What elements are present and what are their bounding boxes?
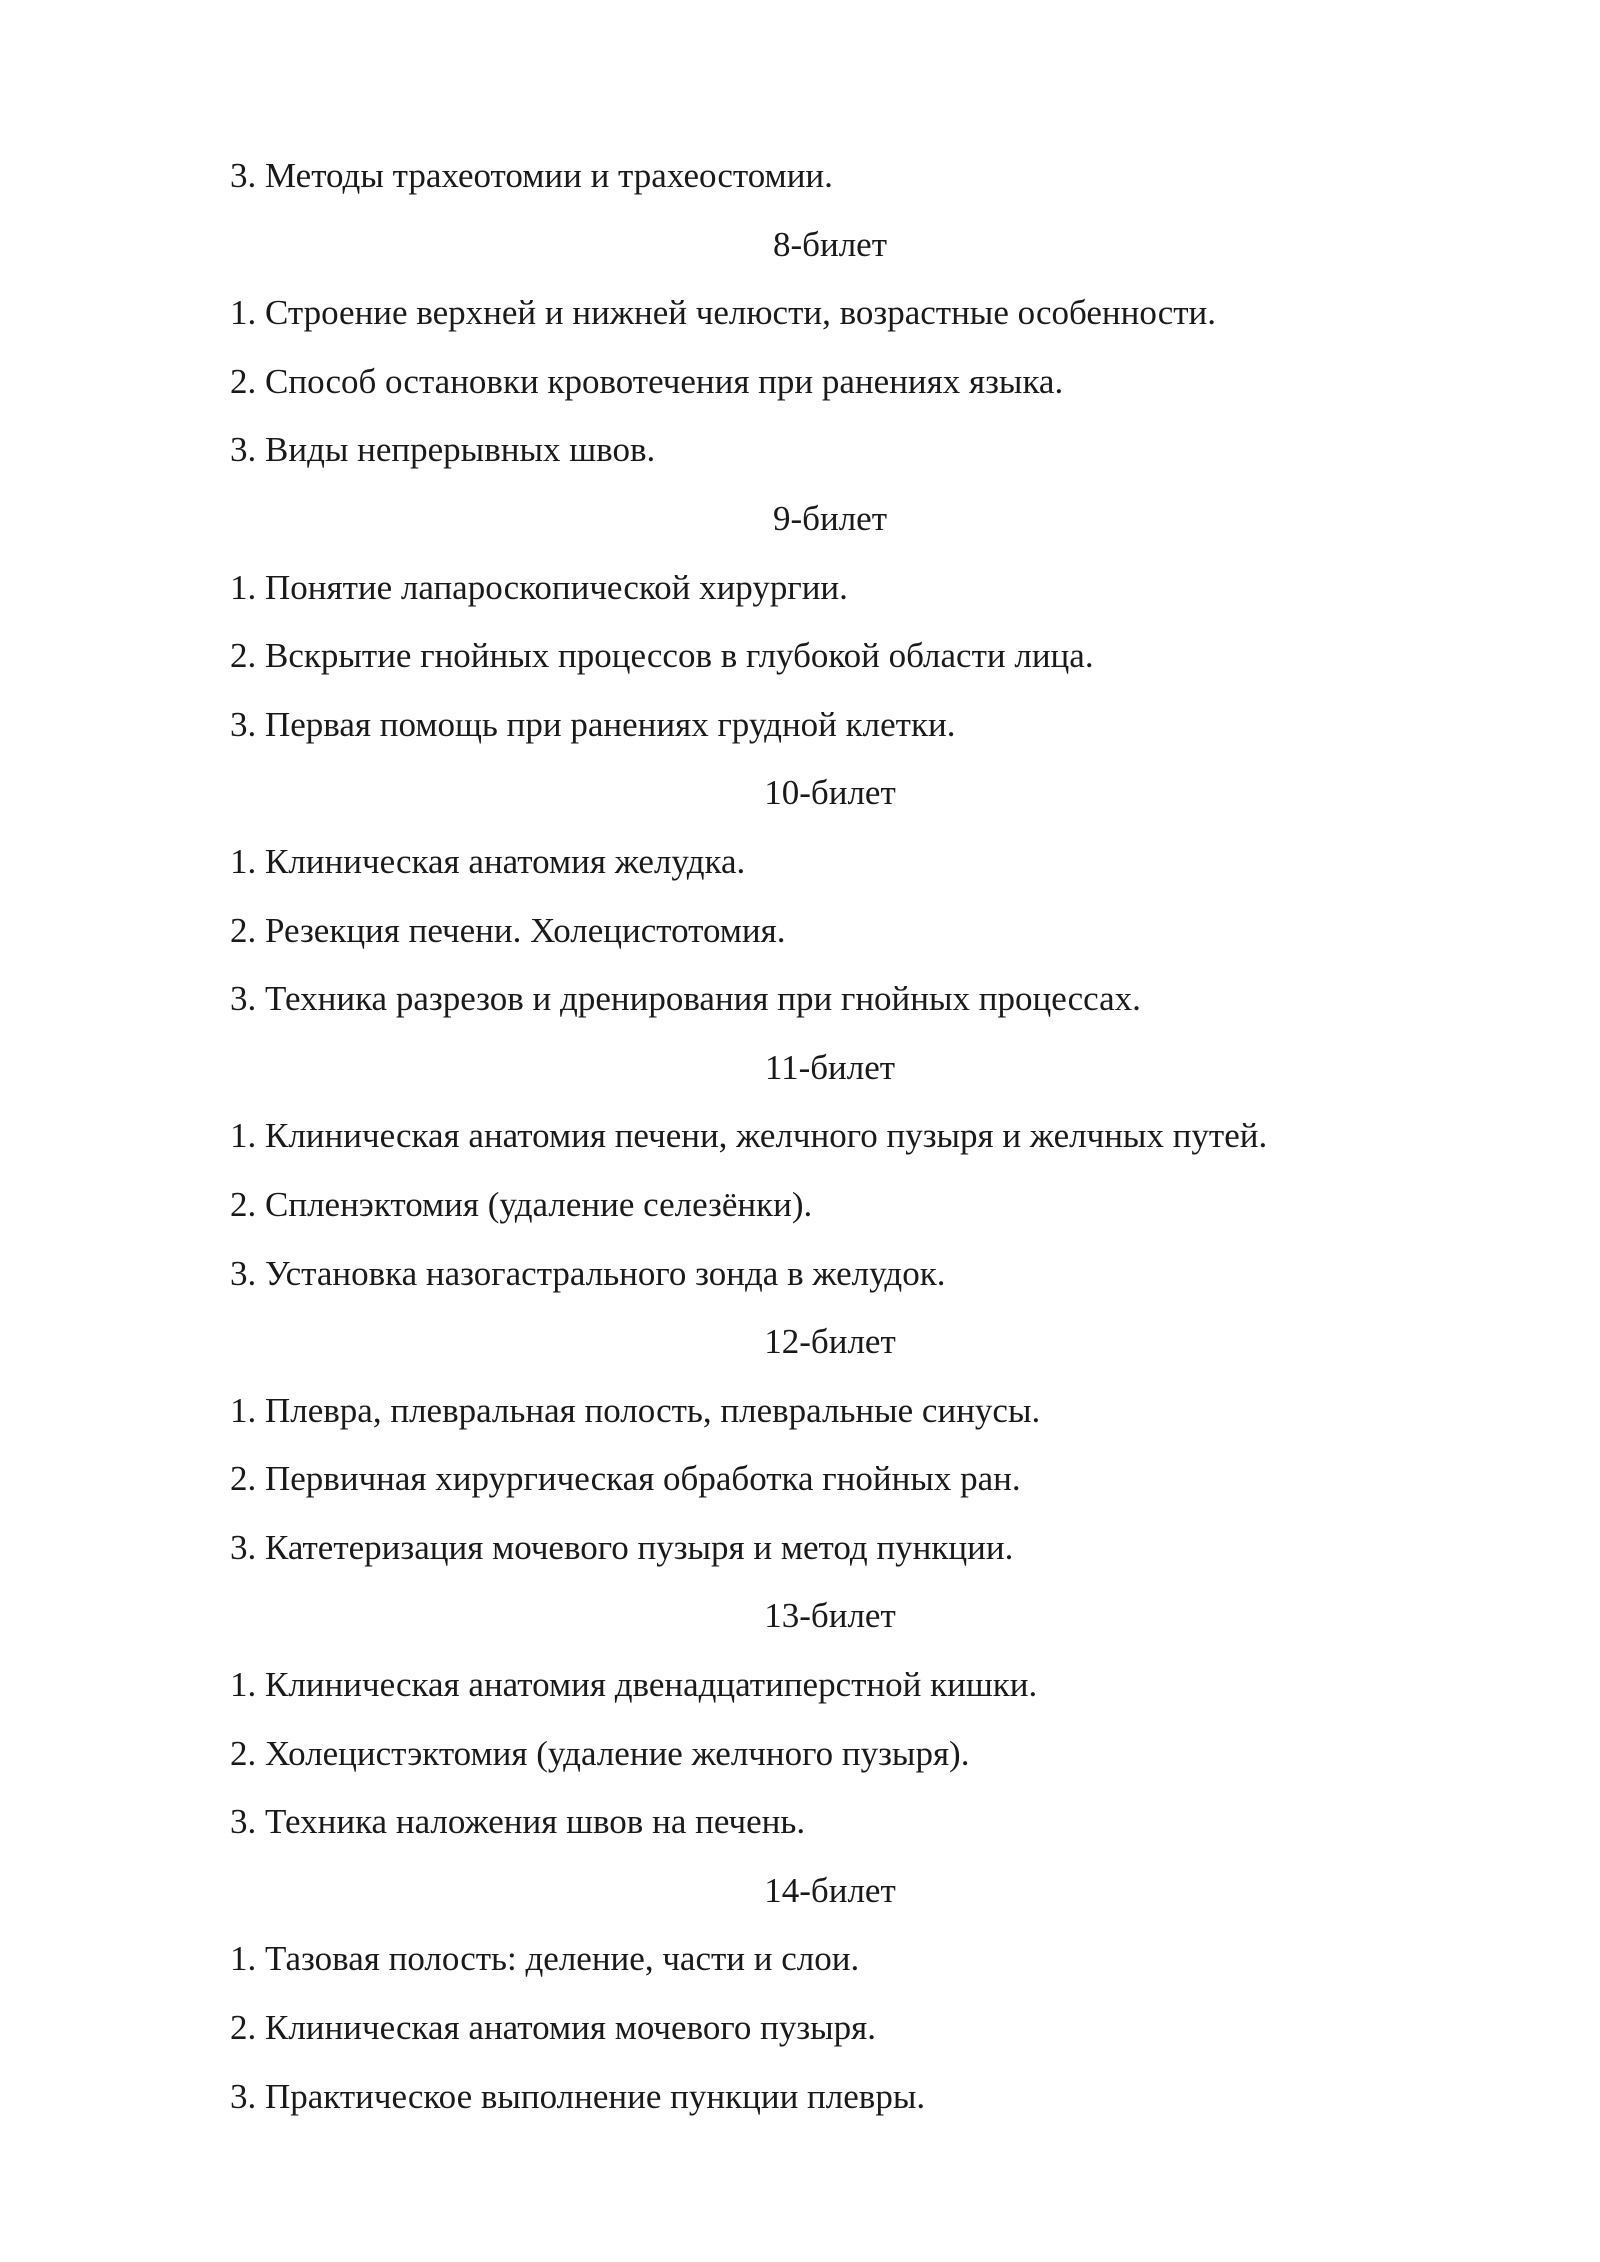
ticket-heading: 11-билет [764, 1047, 896, 1087]
question-item: 3. Практическое выполнение пункции плевры. [230, 2076, 926, 2116]
question-item: 3. Первая помощь при ранениях грудной клетки. [230, 704, 956, 744]
ticket-heading: 9-билет [773, 498, 887, 538]
question-item: 2. Клиническая анатомия мочевого пузыря. [230, 2008, 877, 2048]
ticket-heading: 13-билет [764, 1596, 896, 1636]
ticket-heading: 10-билет [764, 773, 896, 813]
question-item: 1. Понятие лапароскопической хирургии. [230, 567, 848, 607]
question-item: 1. Клиническая анатомия желудка. [230, 841, 746, 881]
question-item: 1. Клиническая анатомия печени, желчного пузыря и желчных путей. [230, 1116, 1268, 1156]
question-item: 3. Техника разрезов и дренирования при гнойных процессах. [230, 979, 1141, 1019]
ticket-heading: 12-билет [764, 1322, 896, 1362]
question-item: 1. Тазовая полость: деление, части и слои. [230, 1939, 860, 1979]
question-item: 3. Виды непрерывных швов. [230, 430, 656, 470]
question-item: 2. Вскрытие гнойных процессов в глубокой области лица. [230, 636, 1094, 676]
question-item: 3. Техника наложения швов на печень. [230, 1802, 806, 1842]
ticket-heading: 14-билет [764, 1870, 896, 1910]
question-item: 2. Холецистэктомия (удаление желчного пузыря). [230, 1733, 970, 1773]
question-item: 3. Катетеризация мочевого пузыря и метод пункции. [230, 1527, 1014, 1567]
question-item: 1. Плевра, плевральная полость, плевральные синусы. [230, 1390, 1041, 1430]
ticket-heading: 8-билет [773, 224, 887, 264]
question-item: 3. Установка назогастрального зонда в желудок. [230, 1253, 946, 1293]
question-item: 2. Резекция печени. Холецистотомия. [230, 910, 786, 950]
question-item: 2. Спленэктомия (удаление селезёнки). [230, 1184, 813, 1224]
question-item: 1. Клиническая анатомия двенадцатиперстной кишки. [230, 1665, 1038, 1705]
question-item: 3. Методы трахеотомии и трахеостомии. [230, 156, 833, 195]
question-item: 2. Первичная хирургическая обработка гнойных ран. [230, 1459, 1021, 1499]
question-item: 2. Способ остановки кровотечения при ранениях языка. [230, 361, 1064, 401]
question-item: 1. Строение верхней и нижней челюсти, возрастные особенности. [230, 293, 1217, 333]
ticket-list [230, 148, 1450, 2137]
